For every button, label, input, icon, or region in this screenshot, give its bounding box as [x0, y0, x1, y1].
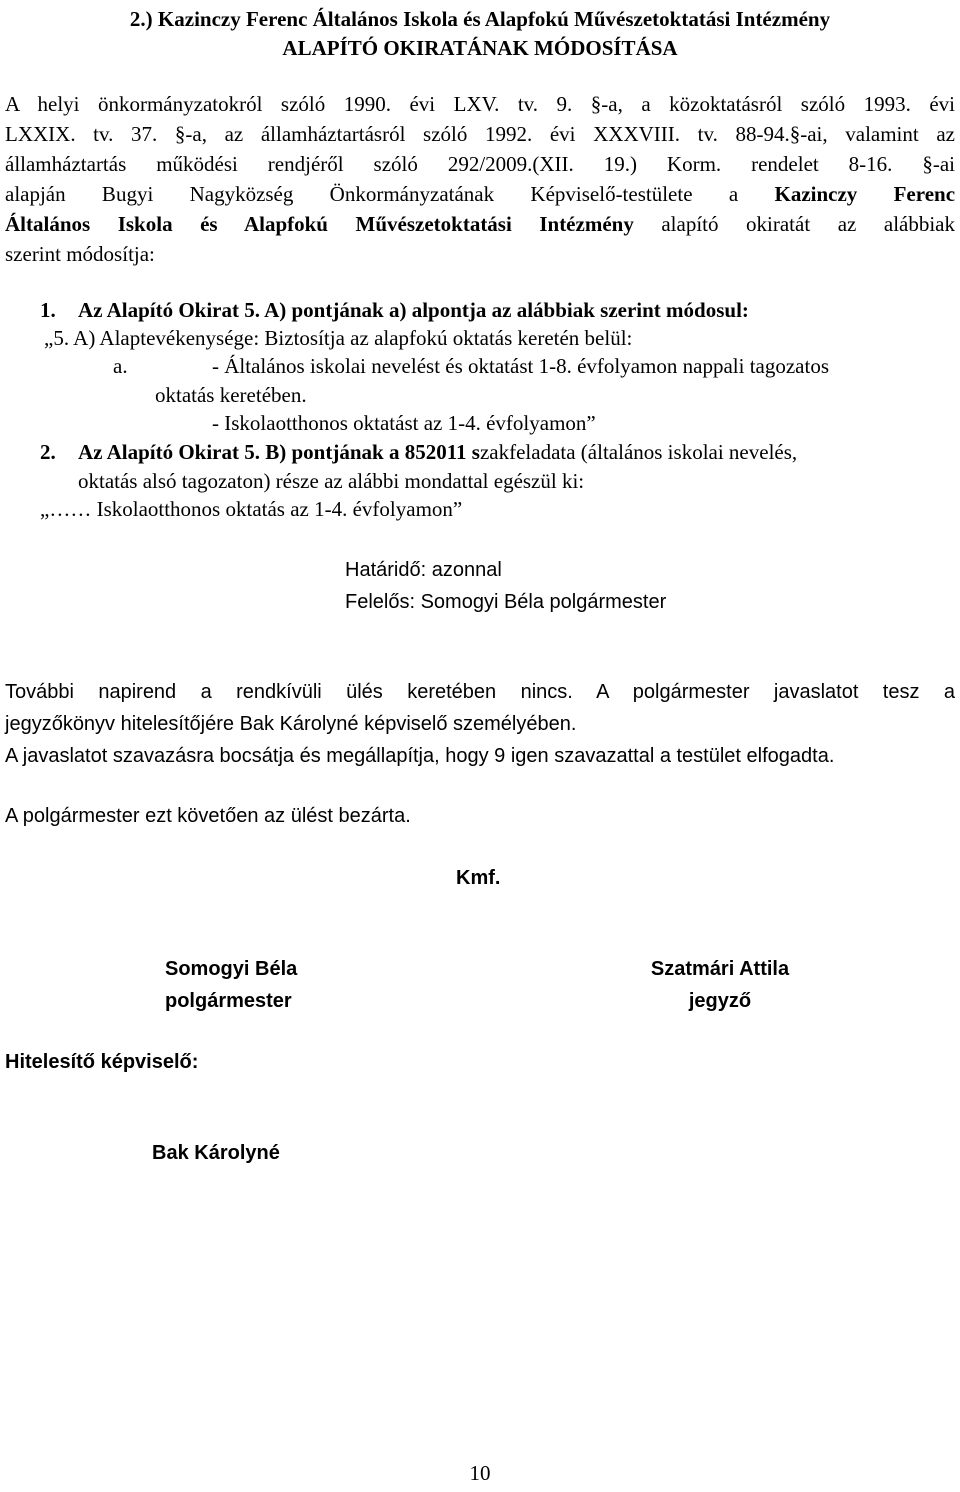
- notary-title: jegyző: [688, 990, 752, 1012]
- item-2-heading: [78, 437, 797, 467]
- item-2-line3: „…… Iskolaotthonos oktatás az 1-4. évfolyamon”: [40, 497, 463, 521]
- mayor-name: Somogyi Béla: [165, 958, 298, 980]
- intro-line-6: szerint módosítja:: [5, 242, 155, 266]
- intro-line-2: LXXIX. tv. 37. §-a, az államháztartásról szóló 1992. évi XXXVIII. tv. 88-94.§-ai, valamint az: [5, 122, 955, 146]
- intro-line-1: A helyi önkormányzatokról szóló 1990. évi LXV. tv. 9. §-a, a közoktatásról szóló 1993. évi: [5, 92, 955, 116]
- item-2-number: 2.: [40, 440, 56, 464]
- intro-line-3: államháztartás működési rendjéről szóló 292/2009.(XII. 19.) Korm. rendelet 8-16. §-ai: [5, 152, 955, 176]
- notary-name: Szatmári Attila: [650, 958, 790, 980]
- item-2-heading-rest: zakfeladata (általános iskolai nevelés,: [479, 440, 798, 464]
- school-name-part2: Általános Iskola és Alapfokú Művészetoktatási Intézmény: [5, 212, 634, 236]
- intro-line-5-text: alapító okiratát az alábbiak: [661, 212, 955, 236]
- item-1-sub1-line1: - Általános iskolai nevelést és oktatást 1-8. évfolyamon nappali tagozatos: [212, 354, 829, 378]
- document-title-line1: 2.) Kazinczy Ferenc Általános Iskola és Alapfokú Művészetoktatási Intézmény: [129, 7, 831, 31]
- item-1-letter: a.: [113, 354, 128, 378]
- item-1-heading: Az Alapító Okirat 5. A) pontjának a) alpontja az alábbiak szerint módosul:: [78, 298, 749, 322]
- item-1-sub1-line2: oktatás keretében.: [155, 383, 307, 407]
- item-1-number: 1.: [40, 298, 56, 322]
- vote-paragraph: A javaslatot szavazásra bocsátja és megállapítja, hogy 9 igen szavazattal a testület elfogadta.: [5, 745, 835, 767]
- authenticator-label: Hitelesítő képviselő:: [5, 1051, 199, 1073]
- item-1-sub2: - Iskolaotthonos oktatást az 1-4. évfolyamon”: [212, 411, 596, 435]
- deadline-text: Határidő: azonnal: [345, 559, 502, 581]
- session-closed-paragraph: A polgármester ezt követően az ülést bezárta.: [5, 805, 411, 827]
- school-name-part1: Kazinczy Ferenc: [774, 182, 956, 206]
- closing-paragraph-line1: További napirend a rendkívüli ülés keretében nincs. A polgármester javaslatot tesz a: [5, 681, 955, 703]
- mayor-title: polgármester: [165, 990, 292, 1012]
- item-1-quote-line: „5. A) Alaptevékenysége: Biztosítja az alapfokú oktatás keretén belül:: [44, 326, 633, 350]
- authenticator-name: Bak Károlyné: [152, 1142, 280, 1164]
- intro-line-4-text: alapján Bugyi Nagyközség Önkormányzatának Képviselő-testülete a: [5, 182, 739, 206]
- document-title-line2: ALAPÍTÓ OKIRATÁNAK MÓDOSÍTÁSA: [282, 36, 678, 60]
- closing-paragraph-line2: jegyzőkönyv hitelesítőjére Bak Károlyné képviselő személyében.: [5, 713, 577, 735]
- item-2-line2: oktatás alsó tagozaton) része az alábbi mondattal egészül ki:: [78, 469, 585, 493]
- intro-line-4: [5, 179, 955, 209]
- responsible-text: Felelős: Somogyi Béla polgármester: [345, 591, 667, 613]
- item-2-heading-bold: Az Alapító Okirat 5. B) pontjának a 852011 s: [78, 440, 480, 464]
- intro-line-5: [5, 209, 955, 239]
- page-number: 10: [469, 1461, 491, 1485]
- kmf-label: Kmf.: [456, 867, 501, 889]
